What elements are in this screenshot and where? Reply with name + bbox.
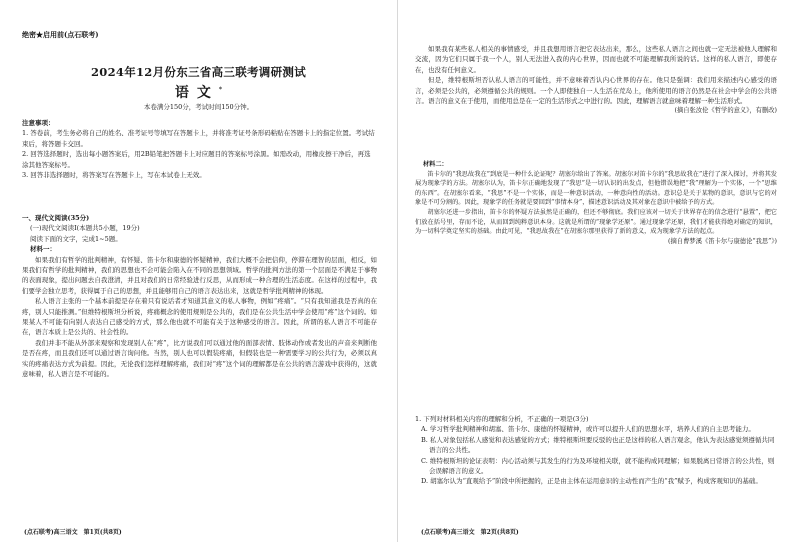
subsection-heading: (一)现代文阅读Ⅰ(本题共5小题，19分) [30,224,140,233]
notice-block [22,118,377,180]
notice-title: 注意事项： [22,119,55,127]
material1-label: 材料一： [30,245,56,254]
notice-item: 1. 答卷前，考生务必将自己的姓名、准考证号等填写在答题卡上，并将准考证号条形码粘贴在答题卡上的指定位置。考试结束后，将答题卡交回。 [22,129,375,148]
question-option: A. 学习哲学批判精神和胡塞、笛卡尔、康德的怀疑精神，或许可以提升人们的思想水平，培养人们的自主思考能力。 [421,425,755,434]
subject-name: 语文 [174,85,219,101]
material2-label: 材料二： [423,161,448,168]
paragraph: 我们并非不能从外部来观察和发现别人在“疼”，比方说我们可以通过他的面部表情、肢体动作或者发出的声音来判断他是否在疼，而且我们还可以通过语言询问他。当然，别人也可以假装疼痛，但假装也是一种需要学习的公共行为，必须以真实的疼痛表达方式为前提。因此，无论我们怎样理解疼痛，我们对“疼”这个词的理解都是在公共的语言游戏中获得的，这就意味着，私人语言是不可能的。 [22,338,377,379]
confidential-label: 绝密★启用前(点石联考) [22,30,99,39]
section-heading: 一、现代文阅读(35分) [22,214,90,222]
score-info: 本卷满分150分，考试时间150分钟。 [143,103,254,111]
paragraph: 私人语言主张的一个基本前提是存在着只有说话者才知道其意义的私人事物，例如“疼痛”。“只有我知道我是否真的在疼，别人只能推测。”但维特根斯坦分析说，疼痛概念的使用规则是公共的，我们是在公共生活中学会使用“疼”这个词的。如果某人不可能有向别人表达自己感受的方式，那么他也就不可能有关于这种感受的语言。因此，所谓的私人语言不可能存在，语言本质上是公共的、社会性的。 [22,297,377,337]
notice-item: 2. 回答选择题时，选出每小题答案后，用2B铅笔把答题卡上对应题目的答案标号涂黑。如需改动，用橡皮擦干净后，再选涂其他答案标号。 [22,150,371,169]
question-option: C. 维特根斯坦的论证表明：内心活动须与其发生的行为及环境相关联，就不能构成同理解；如果脱离日常语言的公共性，则会误解语言的意义。 [421,456,775,476]
question-option: B. 私人对象包括私人感觉和表达感觉的方式；维特根斯坦要反驳的也正是这样的私人语言观念，他认为表达感觉须遵循共同语言的公共性。 [421,435,775,455]
instruction: 阅读下面的文字，完成1~5题。 [30,234,122,243]
paragraph: 但是，维特根斯坦否认私人语言的可能性，并不意味着否认内心世界的存在。他只是强调：我们用来描述内心感受的语言，必须是公共的，必须遵循公共的规则。一个人即使独自一人生活在荒岛上，他所使用的语言仍然是在社会中学会的公共语言。语言的意义在于使用，而使用总是在一定的生活形式之中进行的。因此，理解语言就意味着理解一种生活形式。 [415,76,777,106]
source-citation: (摘自曹梦溪《笛卡尔与康德论“我思”》) [668,237,777,245]
exam-title: 2024年12月份东三省高三联考调研测试 [90,65,306,79]
paragraph: 笛卡尔的“我思故我在”到底是一种什么论证呢？胡塞尔给出了答案。胡塞尔对笛卡尔的“我思故我在”进行了深入探讨，并将其发展为现象学的方法。胡塞尔认为，笛卡尔正确地发现了“我思”是一切认识的出发点，但他错误地把“我”理解为一个实体，一个“思维的东西”。在胡塞尔看来，“我思”不是一个实体，而是一种意识活动，一种意向性的活动。意识总是关于某物的意识，意识与它的对象是不可分割的。因此，现象学的任务就是要回到“事情本身”，描述意识活动及其对象在意识中被给予的方式。 [415,170,777,207]
paragraph: 如果我有某些私人相关的事情感受，并且我想用语言把它表达出来，那么，这些私人语言之间也就一定无法被他人理解和交流，因为它们只属于我一个人，别人无法进入我的内心世界，因而也就不可能理解我所说的话。这样的私人语言，即使存在，也没有任何意义。 [415,45,777,74]
material2-block [415,160,777,246]
right-page [397,0,794,542]
question1-block [415,414,777,487]
paragraph: 如果我们有哲学的批判精神，有怀疑、笛卡尔和康德的怀疑精神，我们大概不会把信仰，停滞在理智的层面，相反，如果我们有哲学的批判精神，我们的思想也不会可能会陷入在不同的思想领域。哲学的批判方法的第一个层面是不满足于事物的表面现象，提出问题去自我澄清，并且对我们的日常经验进行反思，从而形成一种合理的生活态度。在这样的过程中，我们要学会独立思考，获得属于自己的思想，并且能够用自己的语言表达出来，这就是哲学批判精神的体现。 [22,255,377,295]
source-citation: (摘自张汝伦《哲学的意义》，有删改) [674,107,777,115]
page-footer: (点石联考)高三语文 第1页(共8页) [24,529,122,536]
question-stem: 1. 下列对材料相关内容的理解和分析，不正确的一项是(3分) [415,415,589,423]
notice-item: 3. 回答非选择题时，将答案写在答题卡上，写在本试卷上无效。 [22,171,206,180]
subject-mark: * [218,86,223,94]
subject-title [0,82,397,102]
page-footer: (点石联考)高三语文 第2页(共8页) [421,529,519,536]
intro-block [415,44,777,117]
question-option: D. 胡塞尔认为“直观给予”阶段中所把握的，正是由主体在运用意识的主动性而产生的“我”赋予，构成客观知识的基础。 [421,477,762,486]
paragraph: 胡塞尔还进一步指出，笛卡尔的怀疑方法虽然是正确的，但还不够彻底。我们应该对一切关于世界存在的信念进行“悬置”，把它们放在括号里，存而不论，从而回到纯粹意识本身。这就是所谓的“现象学还原”。通过现象学还原，我们才能获得绝对确定的知识，为一切科学奠定坚实的基础。由此可见，“我思故我在”在胡塞尔那里获得了新的意义，成为现象学方法的起点。 [415,208,777,236]
section-block [22,213,377,380]
